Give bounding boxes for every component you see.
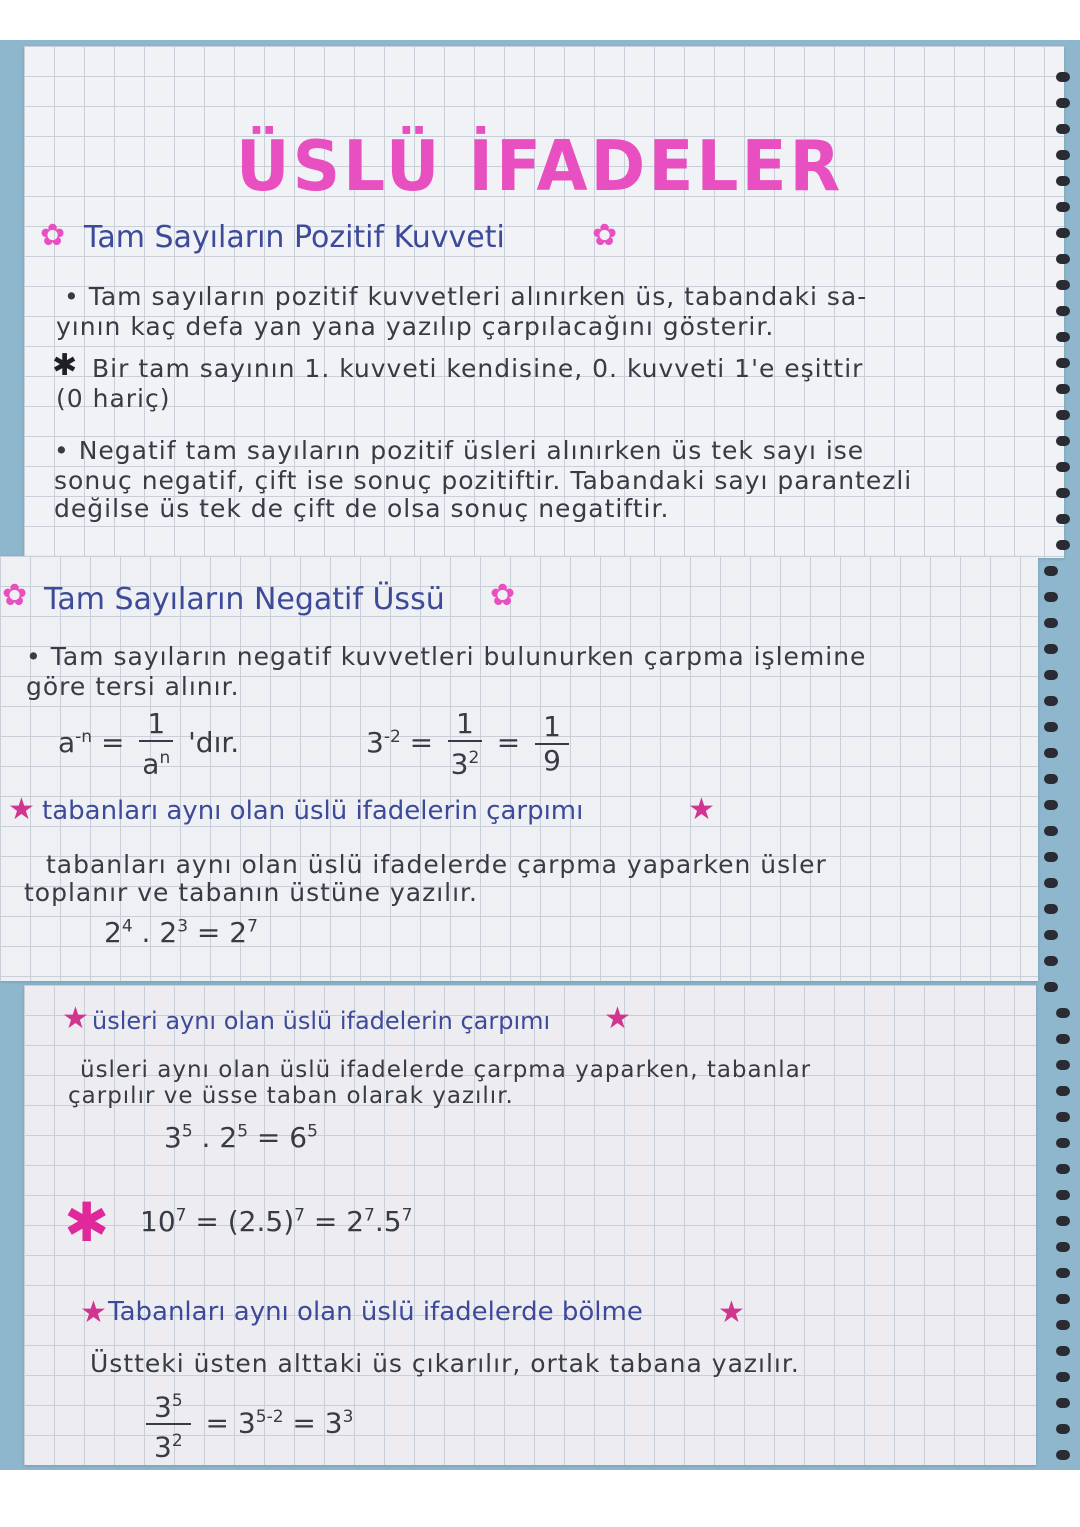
star-icon: ★ [604, 1001, 631, 1036]
text-line: sonuç negatif, çift ise sonuç pozitiftir. Tabandaki sayı parantezli [54, 466, 913, 495]
spiral-ring [1056, 72, 1070, 82]
fraction: $\frac{1}{9}$ [535, 711, 569, 777]
formula-negative-exponent: $a^{-n}$ = $\frac{1}{a^n}$ 'dır. [58, 707, 240, 781]
spiral-ring [1056, 1294, 1070, 1304]
text-line: Üstteki üsten alttaki üs çıkarılır, ortak tabana yazılır. [90, 1349, 800, 1378]
fraction: $\frac{3^5}{3^2}$ [146, 1385, 191, 1464]
star-icon: ★ [80, 1295, 107, 1330]
note-line: (0 hariç) [56, 384, 171, 413]
spiral-ring [1056, 1450, 1070, 1460]
fraction-numerator: 1 [139, 708, 173, 742]
subheading-same-base-divide: Tabanları aynı olan üslü ifadelerde bölme [108, 1297, 643, 1327]
spiral-ring [1056, 150, 1070, 160]
notebook-page-1 [24, 46, 1064, 558]
spiral-ring [1056, 1346, 1070, 1356]
spiral-ring [1056, 1060, 1070, 1070]
spiral-ring [1056, 124, 1070, 134]
spiral-ring [1056, 410, 1070, 420]
spiral-ring [1044, 852, 1058, 862]
example-same-exponent: $3^5$ . $2^5 = 6^5$ [164, 1121, 318, 1154]
subheading-same-base-multiply: tabanları aynı olan üslü ifadelerin çarpımı [42, 796, 584, 826]
spiral-ring [1056, 1242, 1070, 1252]
spiral-ring [1056, 1190, 1070, 1200]
note-line: Bir tam sayının 1. kuvveti kendisine, 0. kuvveti 1'e eşittir [92, 354, 864, 383]
spiral-ring [1056, 1086, 1070, 1096]
spiral-ring [1056, 1372, 1070, 1382]
formula-exponent: -n [75, 726, 93, 747]
spiral-ring [1056, 540, 1070, 550]
spiral-ring [1044, 956, 1058, 966]
spiral-ring [1056, 1424, 1070, 1434]
text-line: çarpılır ve üsse taban olarak yazılır. [68, 1083, 514, 1109]
spiral-ring [1044, 904, 1058, 914]
bow-icon: ✿ [592, 218, 618, 253]
text-line: • Negatif tam sayıların pozitif üsleri alınırken üs tek sayı ise [54, 436, 865, 465]
spiral-ring [1044, 592, 1058, 602]
subheading-same-exponent-multiply: üsleri aynı olan üslü ifadelerin çarpımı [92, 1007, 551, 1035]
spiral-ring [1056, 1112, 1070, 1122]
page-title: ÜSLÜ İFADELER [236, 126, 844, 207]
example-power-of-product: $10^7 = (2.5)^7 = 2^7.5^7$ [140, 1205, 413, 1238]
spiral-ring [1056, 176, 1070, 186]
star-icon: ★ [62, 1001, 89, 1036]
spiral-ring [1044, 748, 1058, 758]
bow-icon: ✿ [40, 218, 66, 253]
section-heading-negative-power: Tam Sayıların Negatif Üssü [44, 582, 445, 617]
spiral-ring [1044, 774, 1058, 784]
spiral-ring [1044, 670, 1058, 680]
section-heading-positive-power: Tam Sayıların Pozitif Kuvveti [84, 220, 505, 255]
spiral-ring [1056, 462, 1070, 472]
text-line: üsleri aynı olan üslü ifadelerde çarpma yaparken, tabanlar [80, 1057, 812, 1083]
spiral-ring [1056, 488, 1070, 498]
spiral-ring [1044, 618, 1058, 628]
text-line: tabanları aynı olan üslü ifadelerde çarpma yaparken üsler [46, 850, 827, 879]
notebook-page-3 [24, 985, 1036, 1465]
spiral-ring [1056, 1320, 1070, 1330]
text-line: göre tersi alınır. [26, 672, 240, 701]
spiral-ring [1044, 696, 1058, 706]
spiral-ring [1056, 1138, 1070, 1148]
spiral-ring [1044, 826, 1058, 836]
spiral-ring [1056, 98, 1070, 108]
formula-example: $3^{-2}$ = $\frac{1}{3^2}$ = $\frac{1}{9}$ [366, 708, 575, 780]
spiral-ring [1044, 566, 1058, 576]
bow-icon: ✿ [2, 578, 28, 613]
spiral-ring [1056, 202, 1070, 212]
spiral-ring [1056, 384, 1070, 394]
spiral-ring [1056, 254, 1070, 264]
spiral-ring [1056, 1164, 1070, 1174]
asterisk-icon: ✱ [52, 348, 78, 383]
spiral-ring [1044, 800, 1058, 810]
spiral-ring [1056, 1268, 1070, 1278]
star-icon: ★ [8, 792, 35, 827]
spiral-ring [1044, 644, 1058, 654]
asterisk-icon: ✱ [64, 1191, 110, 1254]
spiral-ring [1044, 722, 1058, 732]
spiral-ring [1056, 358, 1070, 368]
spiral-ring [1056, 228, 1070, 238]
example-division: $\frac{3^5}{3^2}$ = $3^{5-2} = 3^3$ [140, 1385, 353, 1464]
spiral-ring [1044, 878, 1058, 888]
spiral-ring [1056, 1034, 1070, 1044]
star-icon: ★ [688, 792, 715, 827]
text-line: toplanır ve tabanın üstüne yazılır. [24, 878, 478, 907]
fraction [139, 708, 173, 780]
text-line: yının kaç defa yan yana yazılıp çarpılacağını gösterir. [56, 312, 775, 341]
bow-icon: ✿ [490, 578, 516, 613]
star-icon: ★ [718, 1295, 745, 1330]
spiral-ring [1056, 306, 1070, 316]
text-line: • Tam sayıların pozitif kuvvetleri alınırken üs, tabandaki sa- [64, 282, 868, 311]
fraction-denominator: $a^n$ [142, 747, 171, 781]
spiral-ring [1044, 982, 1058, 992]
spiral-ring [1056, 1008, 1070, 1018]
spiral-ring [1056, 1398, 1070, 1408]
spiral-ring [1056, 436, 1070, 446]
spiral-ring [1044, 930, 1058, 940]
formula-suffix: 'dır. [188, 726, 240, 760]
spiral-ring [1056, 514, 1070, 524]
spiral-ring [1056, 332, 1070, 342]
spiral-ring [1056, 1216, 1070, 1226]
text-line: • Tam sayıların negatif kuvvetleri bulunurken çarpma işlemine [26, 642, 867, 671]
notebook-page-2 [0, 556, 1038, 981]
text-line: değilse üs tek de çift de olsa sonuç negatiftir. [54, 494, 670, 523]
formula-base: a [58, 726, 76, 760]
fraction: $\frac{1}{3^2}$ [448, 708, 482, 780]
example-same-base: $2^4$ . $2^3 = 2^7$ [104, 916, 258, 949]
spiral-ring [1056, 280, 1070, 290]
